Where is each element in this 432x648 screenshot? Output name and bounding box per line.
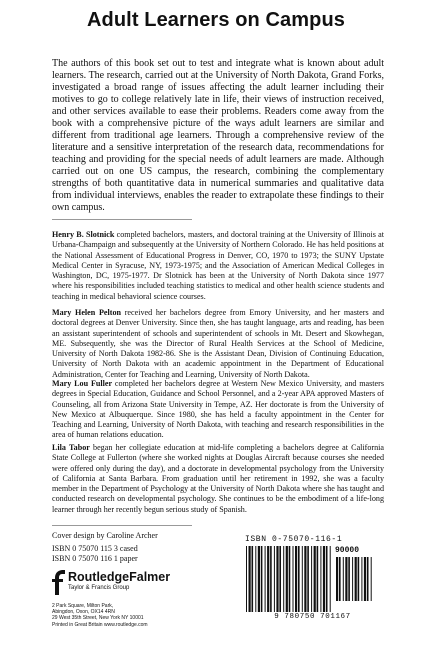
- address-line: Abingdon, Oxon, OX14 4RN: [52, 609, 115, 616]
- divider: [52, 219, 192, 220]
- author-bio-fuller: [52, 379, 384, 441]
- author-bio-tabor: [52, 443, 384, 515]
- barcode-bar: [286, 546, 288, 612]
- barcode-bar: [246, 546, 247, 612]
- barcode-bar: [252, 546, 254, 612]
- barcode-bar: [317, 546, 319, 612]
- author-bio-slotnick: [52, 230, 384, 302]
- barcode-bar: [339, 557, 341, 601]
- barcode-bar: [364, 557, 366, 601]
- barcode-block: [245, 535, 380, 625]
- address-line: 2 Park Square, Milton Park,: [52, 603, 114, 609]
- addon-barcode: [335, 557, 375, 601]
- barcode-bar: [261, 546, 263, 612]
- barcode-bar: [336, 557, 338, 601]
- barcode-bar: [361, 557, 362, 601]
- barcode-bar: [326, 546, 328, 612]
- author-name: Henry B. Slotnick: [52, 230, 115, 239]
- barcode-isbn: ISBN 0-75070-116-1: [245, 535, 343, 544]
- barcode-bar: [302, 546, 303, 612]
- barcode-bar: [258, 546, 260, 612]
- barcode-bar: [295, 546, 297, 612]
- publisher-address: [52, 603, 148, 628]
- isbn-paper: ISBN 0 75070 116 1 paper: [52, 554, 138, 563]
- barcode-bar: [367, 557, 369, 601]
- publisher-logo-icon: [52, 568, 66, 596]
- author-bio-pelton: [52, 308, 384, 380]
- isbn-cased: ISBN 0 75070 115 3 cased: [52, 544, 138, 553]
- barcode-bar: [323, 546, 325, 612]
- barcode-bar: [298, 546, 300, 612]
- publisher-name: RoutledgeFalmer: [68, 570, 171, 584]
- barcode-bar: [265, 546, 266, 612]
- barcode-bar: [314, 546, 316, 612]
- book-blurb: The authors of this book set out to test and integrate what is known about adult learners. The research, carried out at the University of North Dakota, Grand Forks, investigated a broad range of issues affecting the adult learner including their motives to go to college relatively late in life, their views of instruction received, and other services available to ease their problems. Readers come away from the book with a comprehensive picture of the ways adult learners are similar and different from traditional age learners. Through a comprehensive review of the literature and a sensitive interpretation of the research data, recommendations for teaching and providing for the special needs of adult learners are made. Although carried out on one US campus, the research, combining the complementary strengths of both quantitative data in numerical summaries and qualitative data from individual interviews, enables the reader to extrapolate these findings to their own campus.: [52, 58, 384, 213]
- barcode-bar: [320, 546, 321, 612]
- barcode-ean-number: 9 780750 701167: [274, 613, 351, 621]
- publisher-logo: [52, 568, 212, 600]
- barcode-bar: [289, 546, 291, 612]
- barcode-price-code: 90000: [335, 546, 360, 555]
- barcode-bar: [311, 546, 312, 612]
- barcode-bar: [249, 546, 251, 612]
- address-line: Printed in Great Britain www.routledge.com: [52, 621, 148, 628]
- barcode-bar: [270, 546, 272, 612]
- author-bio-text: completed bachelors, masters, and doctoral training at the University of Illinois at Urbana-Champaign and subsequently at the University of Northern Colorado. He has held positions at the National Assessment of Educational Progress in Denver, CO, 1970 to 1973; the SUNY Upstate Medical Center in Syracuse, NY, 1973-1975; and the Association of American Medical Colleges in Washington, DC, 1975-1977. Dr Slotnick has been at the University of North Dakota since 1977 where his responsibilities included teaching statistics to medical and other health science students and teaching in medical behavioral science courses.: [52, 230, 384, 301]
- barcode-bar: [355, 557, 357, 601]
- address-line: 29 West 35th Street, New York NY 10001: [52, 615, 144, 622]
- barcode-bar: [330, 546, 331, 612]
- barcode-bar: [274, 546, 275, 612]
- barcode-bar: [352, 557, 353, 601]
- author-name: Mary Helen Pelton: [52, 308, 122, 317]
- barcode-bar: [267, 546, 269, 612]
- barcode-bar: [345, 557, 347, 601]
- barcode-bar: [304, 546, 306, 612]
- book-title: Adult Learners on Campus: [87, 9, 345, 31]
- cover-design-credit: Cover design by Caroline Archer: [52, 531, 158, 540]
- barcode-bar: [348, 557, 350, 601]
- barcode-bar: [358, 557, 360, 601]
- author-bio-text: received her bachelors degree from Emory University, and her masters and doctoral degrees at Denver University. Since then, she has taught language, arts and reading, has been an assistant superintendent of schools and superintendent of schools in Mt. Desert and Skowhegan, ME. Subsequently, she was the Director of Rural Health Services at the School of Medicine, University of North Dakota 1982-86. She is the Assistant Dean, Division of Continuing Education, University of North Dakota with an academic appointment in the Department of Educational Administration, Center for Teaching and Learning, University of North Dakota.: [52, 308, 385, 379]
- author-bio-text: began her collegiate education at mid-life completing a bachelors degree at California State College at Fullerton (where she worked nights at Douglas Aircraft because courses she needed were offered only during the day), and a doctorate in developmental psychology from the University of California at Santa Barbara. From graduation until her retirement in 1992, she was a faculty member in the Department of Psychology at the University of North Dakota where she has taught and conducted research on developmental psychology. She continues to be the embodiment of a life-long learner through her recently begun serious study of Spanish.: [52, 443, 384, 514]
- divider: [52, 525, 192, 526]
- barcode-bar: [307, 546, 309, 612]
- barcode-bar: [279, 546, 281, 612]
- barcode-bar: [371, 557, 372, 601]
- barcode-bar: [283, 546, 284, 612]
- author-name: Mary Lou Fuller: [52, 379, 113, 388]
- barcode-bar: [343, 557, 344, 601]
- barcode-bar: [276, 546, 278, 612]
- barcode-bar: [255, 546, 256, 612]
- barcode-bar: [293, 546, 294, 612]
- author-bio-text: completed her bachelors degree at Western New Mexico University, and masters degrees in Special Education, Guidance and School Personnel, and a 2-year APA approved Masters of Counseling, all from Arizona State University in Tempe, AZ. Her doctorate is from the University of New Mexico at Albuquerque. Since 1980, she has held a faculty appointment in the Center for Teaching and Learning, University of North Dakota, with teaching and research responsibilities in the area of human relations education.: [52, 379, 384, 440]
- publisher-group: Taylor & Francis Group: [68, 585, 130, 591]
- ean-barcode: [245, 546, 333, 612]
- author-name: Lila Tabor: [52, 443, 90, 452]
